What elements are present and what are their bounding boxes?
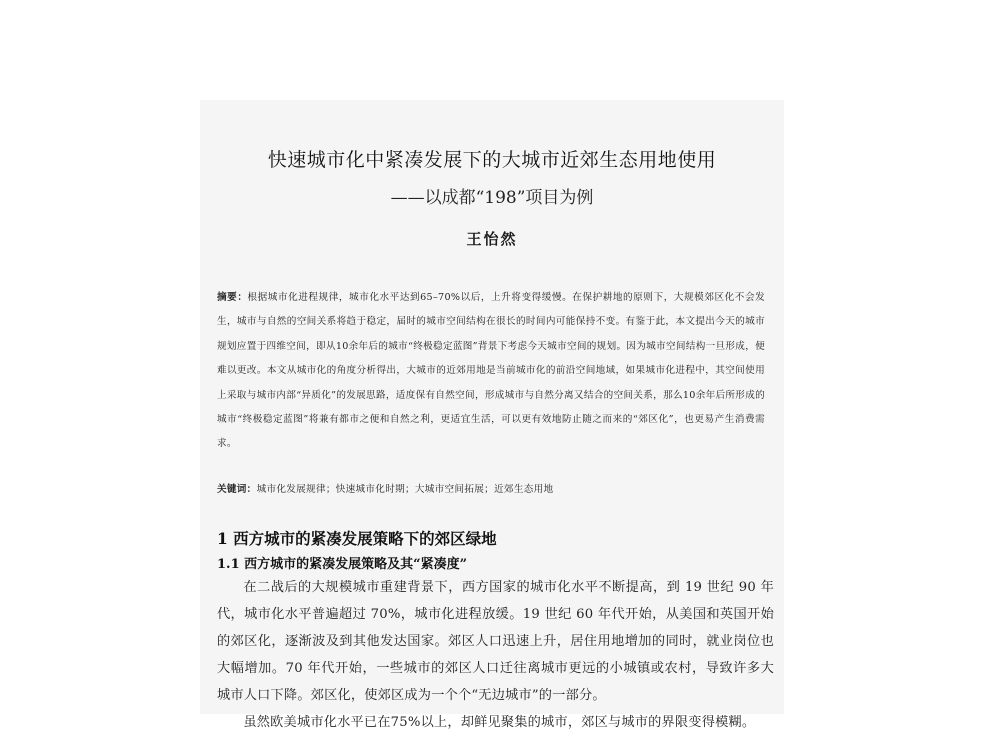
section-1-1-heading: 1.1 西方城市的紧凑发展策略及其“紧凑度” bbox=[217, 557, 468, 572]
section-1-heading: 1 西方城市的紧凑发展策略下的郊区绿地 bbox=[217, 529, 497, 548]
paper-subtitle: ——以成都“198”项目为例 bbox=[390, 188, 594, 208]
body-text bbox=[217, 574, 774, 736]
abstract-text: 根据城市化进程规律，城市化水平达到65–70%以后，上升将变得缓慢。在保护耕地的原则下，大规模郊区化不会发生，城市与自然的空间关系将趋于稳定，届时的城市空间结构在很长的时间内可能保持不变。有鉴于此，本文提出今天的城市规划应置于四维空间，即从10余年后的城市“终极稳定蓝图”背景下考虑今天城市空间的规划。因为城市空间结构一旦形成，便难以更改。本文从城市化的角度分析得出，大城市的近郊用地是当前城市化的前沿空间地域，如果城市化进程中，其空间使用上采取与城市内部“异质化”的发展思路，适度保有自然空间，形成城市与自然分离又结合的空间关系，那么10余年后所形成的城市“终极稳定蓝图”将兼有都市之便和自然之利，更适宜生活，可以更有效地防止随之而来的“郊区化”，也更易产生消费需求。 bbox=[217, 292, 765, 450]
keywords-label: 关键词： bbox=[217, 484, 257, 495]
paper-title: 快速城市化中紧凑发展下的大城市近郊生态用地使用 bbox=[267, 149, 717, 171]
keywords bbox=[217, 480, 765, 500]
paragraph: 虽然欧美城市化水平已在75%以上，却鲜见聚集的城市，郊区与城市的界限变得模糊。 bbox=[243, 715, 756, 730]
paper-author: 王怡然 bbox=[466, 230, 518, 248]
paragraph: 在二战后的大规模城市重建背景下，西方国家的城市化水平不断提高，到 19 世纪 90 年代，城市化水平普遍超过 70%，城市化进程放缓。19 世纪 60 年代开始，从美国和英国开始的郊区化，逐渐波及到其他发达国家。郊区人口迅速上升，居住用地增加的同时，就业岗位也大幅增加。70 年代开始，一些城市的郊区人口迁往离城市更远的小城镇或农村，导致许多大城市人口下降。郊区化，使郊区成为一个个“无边城市”的一部分。 bbox=[217, 580, 774, 703]
abstract bbox=[217, 286, 765, 457]
abstract-label: 摘要： bbox=[217, 292, 248, 303]
keywords-text: 城市化发展规律；快速城市化时期；大城市空间拓展；近郊生态用地 bbox=[256, 484, 554, 495]
